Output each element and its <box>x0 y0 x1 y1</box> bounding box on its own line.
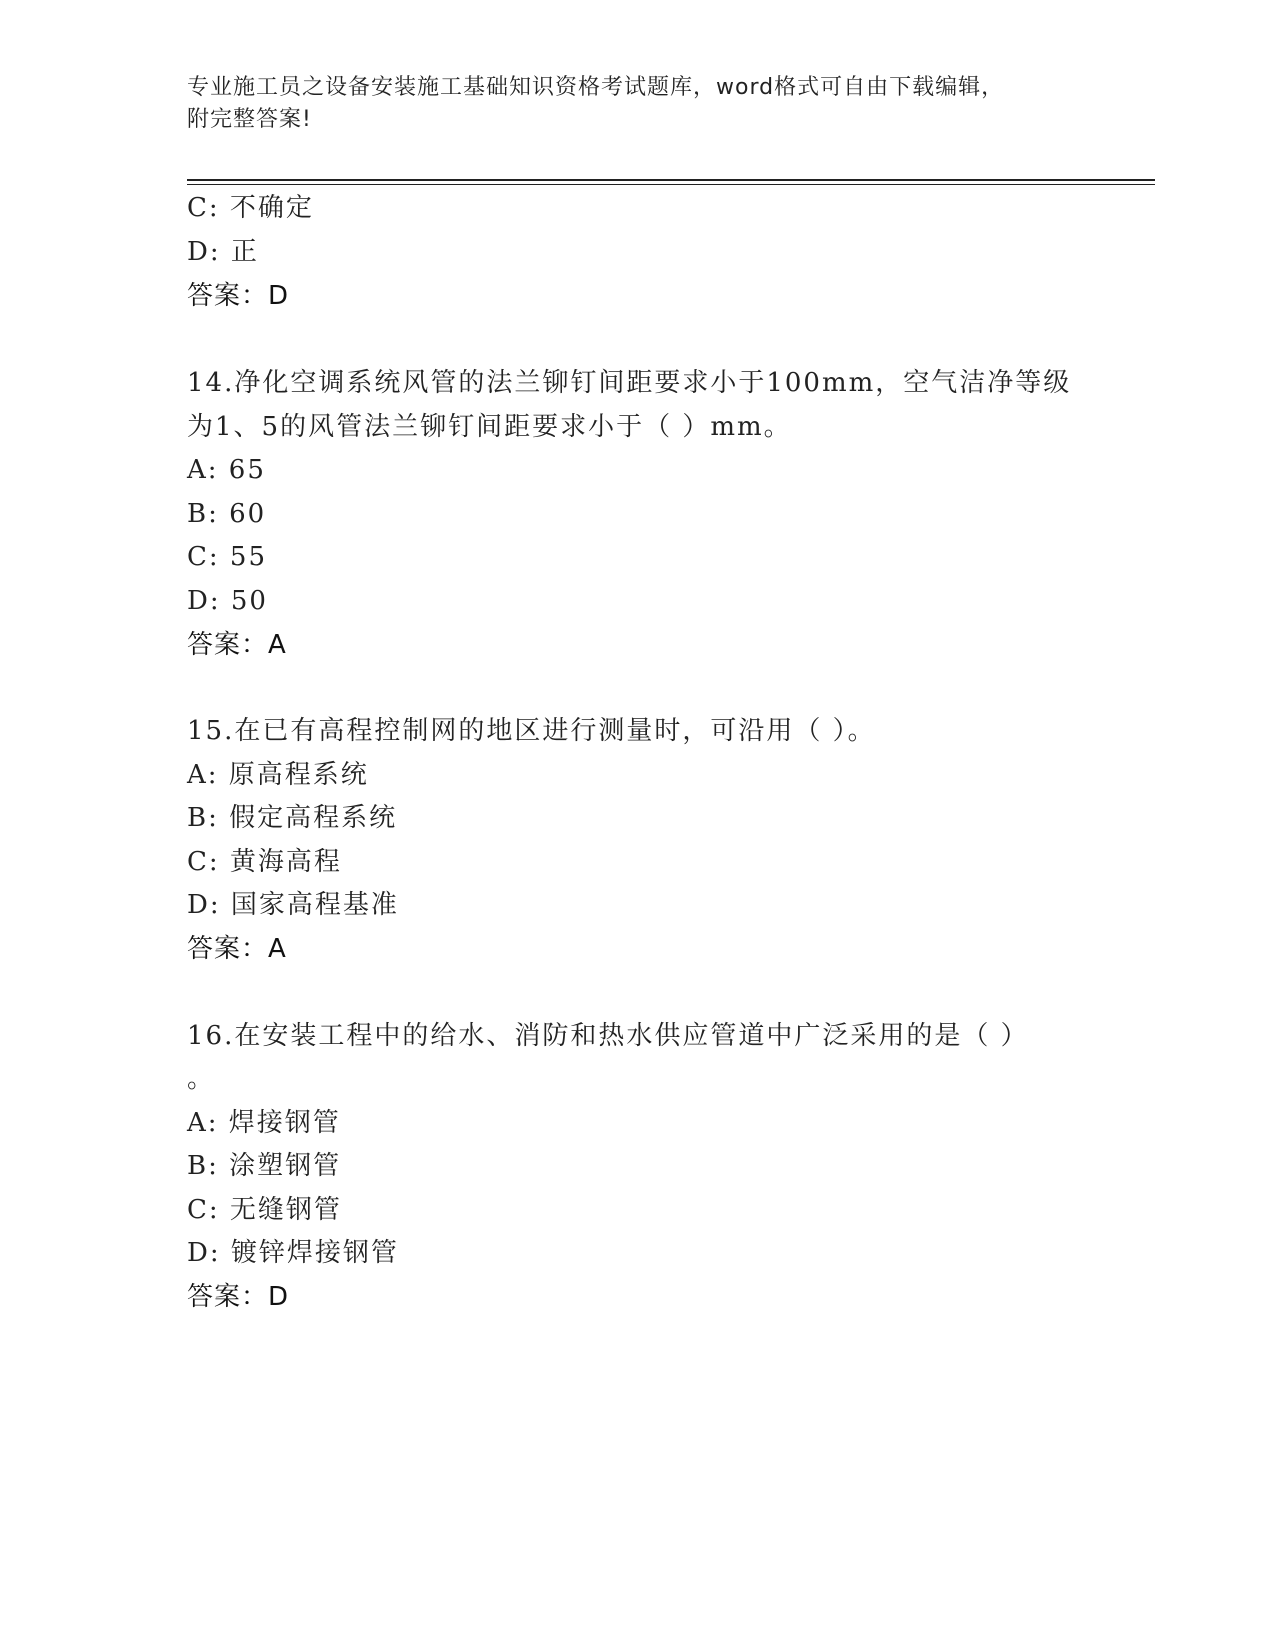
q15-answer: 答案：A <box>187 934 287 964</box>
document-header <box>187 72 1087 136</box>
q14-answer: 答案：A <box>187 630 287 660</box>
header-line-1: 专业施工员之设备安装施工基础知识资格考试题库，word格式可自由下载编辑， <box>187 75 1005 100</box>
q13-answer: 答案：D <box>187 281 290 311</box>
q14-option-d: D: 50 <box>187 586 268 616</box>
q15-option-c: C: 黄海高程 <box>187 847 342 877</box>
q16-option-a: A: 焊接钢管 <box>187 1108 341 1138</box>
q16-answer: 答案：D <box>187 1282 290 1312</box>
q14-stem-line-1: 14.净化空调系统风管的法兰铆钉间距要求小于100mm，空气洁净等级 <box>187 368 1072 398</box>
header-divider-thin <box>187 184 1155 185</box>
header-divider-thick <box>187 179 1155 181</box>
q16-option-d: D: 镀锌焊接钢管 <box>187 1238 399 1268</box>
q16-stem-line-2: 。 <box>187 1064 216 1094</box>
q13-option-c: C: 不确定 <box>187 193 314 223</box>
q13-option-d: D: 正 <box>187 237 259 267</box>
q14-option-a: A: 65 <box>187 455 266 485</box>
q15-option-b: B: 假定高程系统 <box>187 803 398 833</box>
q16-option-b: B: 涂塑钢管 <box>187 1151 342 1181</box>
q14-option-c: C: 55 <box>187 542 268 572</box>
q15-stem: 15.在已有高程控制网的地区进行测量时，可沿用（ ）。 <box>187 716 876 746</box>
q15-option-a: A: 原高程系统 <box>187 760 369 790</box>
q14-option-b: B: 60 <box>187 499 267 529</box>
q15-option-d: D: 国家高程基准 <box>187 890 399 920</box>
q16-option-c: C: 无缝钢管 <box>187 1195 342 1225</box>
q14-stem-line-2: 为1、5的风管法兰铆钉间距要求小于（ ）mm。 <box>187 412 792 442</box>
header-line-2: 附完整答案! <box>187 107 312 132</box>
q16-stem-line-1: 16.在安装工程中的给水、消防和热水供应管道中广泛采用的是（ ） <box>187 1021 1029 1051</box>
